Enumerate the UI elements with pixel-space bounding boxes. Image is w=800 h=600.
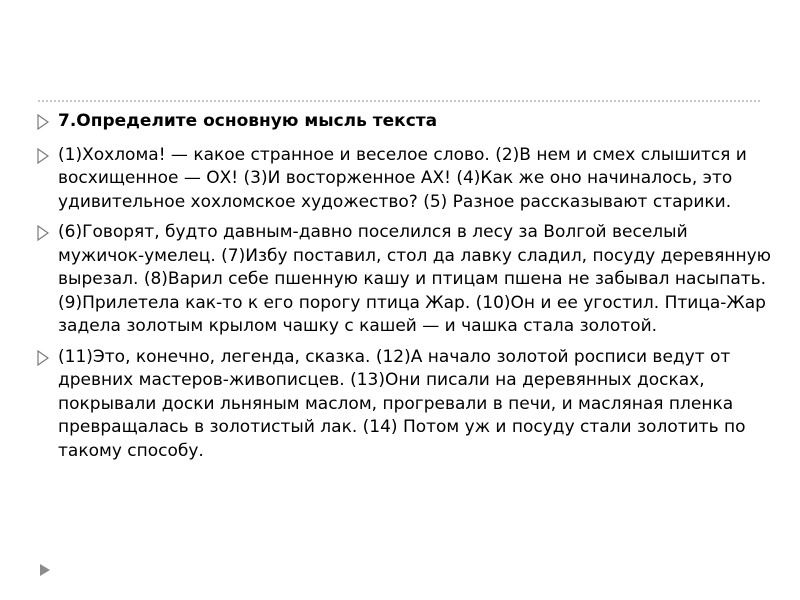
- text-paragraph: [34, 346, 774, 464]
- top-divider: [38, 100, 760, 102]
- paragraph-text: (11)Это, конечно, легенда, сказка. (12)А начало золотой росписи ведут от древних мастеров-живописцев. (13)Они писали на деревянных досках, покрывали доски льняным маслом, прогревали в печи, и масляная пленка превращалась в золотистый лак. (14) Потом уж и посуду стали золотить по такому способу.: [58, 346, 746, 461]
- triangle-bullet-icon: [36, 225, 50, 241]
- slide-content: [34, 110, 774, 470]
- question-title: 7.Определите основную мысль текста: [58, 111, 438, 131]
- text-paragraph: [34, 144, 774, 215]
- text-paragraph: [34, 221, 774, 339]
- triangle-bullet-icon: [36, 148, 50, 164]
- triangle-bullet-icon: [36, 350, 50, 366]
- triangle-bullet-icon: [36, 114, 50, 130]
- nav-arrow-icon[interactable]: [38, 563, 52, 577]
- paragraph-text: (6)Говорят, будто давным-давно поселился в лесу за Волгой веселый мужичок-умелец. (7)Избу поставил, стол да лавку сладил, посуду деревянную вырезал. (8)Варил себе пшенную кашу и птицам пшена не забывал насыпать. (9)Прилетела как-то к его порогу птица Жар. (10)Он и ее угостил. Птица-Жар задела золотым крылом чашку с кашей — и чашка стала золотой.: [58, 222, 771, 336]
- paragraph-text: (1)Хохлома! — какое странное и веселое слово. (2)В нем и смех слышится и восхищенное — ОХ! (3)И восторженное АХ! (4)Как же оно начиналось, это удивительное хохломское художество? (5) Разное рассказывают старики.: [58, 144, 747, 212]
- question-heading: [34, 110, 774, 134]
